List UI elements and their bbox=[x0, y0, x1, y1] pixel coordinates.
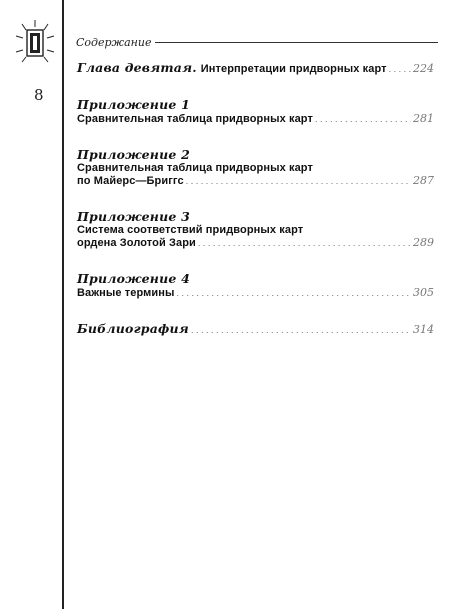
dot-leader bbox=[177, 288, 412, 298]
toc-entry-title: Интерпретации придворных карт bbox=[200, 63, 387, 75]
dot-leader bbox=[198, 238, 411, 248]
margin-rule bbox=[62, 0, 64, 609]
toc-entry-appendix-2[interactable] bbox=[77, 147, 434, 187]
toc-entry-appendix-3[interactable] bbox=[77, 209, 434, 249]
dot-leader bbox=[389, 64, 411, 74]
dot-leader bbox=[191, 325, 411, 335]
table-of-contents bbox=[77, 60, 434, 358]
toc-entry-bibliography[interactable] bbox=[77, 321, 434, 336]
page-number: 8 bbox=[34, 86, 44, 104]
toc-entry-label: Приложение 2 bbox=[77, 147, 191, 162]
dot-leader bbox=[315, 114, 411, 124]
toc-entry-appendix-4[interactable] bbox=[77, 271, 434, 299]
toc-entry-chapter9[interactable] bbox=[77, 60, 434, 75]
toc-entry-label: Библиография bbox=[77, 321, 189, 336]
toc-entry-page: 224 bbox=[413, 62, 434, 75]
toc-entry-page: 281 bbox=[413, 112, 434, 125]
toc-entry-page: 314 bbox=[413, 323, 434, 336]
toc-entry-page: 287 bbox=[413, 174, 434, 187]
toc-entry-page: 289 bbox=[413, 236, 434, 249]
toc-entry-title: Сравнительная таблица придворных карт bbox=[77, 113, 313, 125]
toc-entry-label: Приложение 1 bbox=[77, 97, 191, 112]
running-header bbox=[76, 36, 438, 49]
toc-entry-title-line1: Сравнительная таблица придворных карт bbox=[77, 162, 313, 174]
dot-leader bbox=[186, 176, 411, 186]
toc-entry-label: Приложение 4 bbox=[77, 271, 191, 286]
header-rule bbox=[155, 42, 438, 43]
toc-entry-title-line2: ордена Золотой Зари bbox=[77, 237, 196, 249]
running-header-title: Содержание bbox=[76, 36, 152, 49]
toc-entry-title-line1: Система соответствий придворных карт bbox=[77, 224, 304, 236]
toc-entry-page: 305 bbox=[413, 286, 434, 299]
toc-entry-label: Глава девятая. bbox=[77, 60, 197, 75]
toc-entry-appendix-1[interactable] bbox=[77, 97, 434, 125]
toc-entry-title: Важные термины bbox=[77, 287, 175, 299]
toc-entry-title-line2: по Майерс—Бриггс bbox=[77, 175, 184, 187]
tarot-card-emblem-icon bbox=[14, 18, 56, 66]
toc-entry-label: Приложение 3 bbox=[77, 209, 191, 224]
